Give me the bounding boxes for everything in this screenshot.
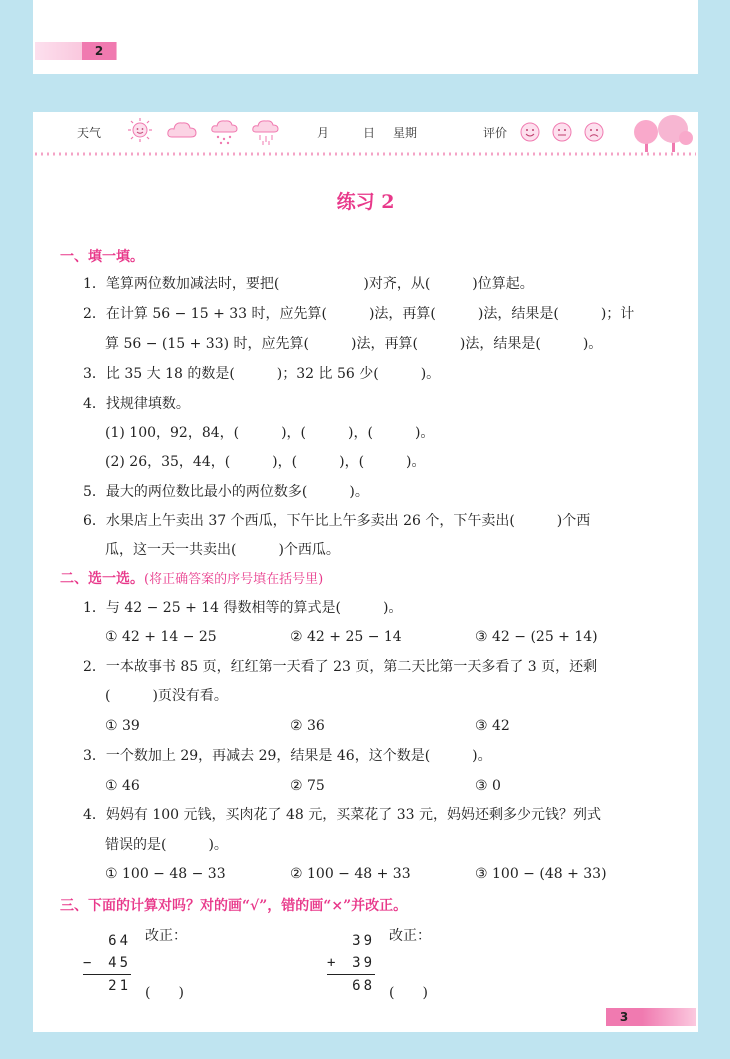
section3-heading: 三、下面的计算对吗？对的画“√”，错的画“×”并改正。 bbox=[60, 898, 408, 914]
week-label: 星期 bbox=[393, 126, 418, 140]
s1-question-6-line-1: 6．水果店上午卖出 37 个西瓜，下午比上午多卖出 26 个，下午卖出( )个西 bbox=[83, 513, 591, 529]
s1-question-2-line-1: 2．在计算 56 − 15 + 33 时，应先算( )法，再算( )法，结果是( )；计 bbox=[83, 306, 635, 322]
s1-question-3: 3．比 35 大 18 的数是( )；32 比 56 少( )。 bbox=[83, 366, 441, 382]
s2-q4-option-1: ① 100 − 48 − 33 bbox=[105, 866, 226, 882]
calc1-bottom: 45 bbox=[108, 955, 131, 971]
s2-question-2-line-2: ( )页没有看。 bbox=[105, 688, 228, 704]
section1-heading: 一、填一填。 bbox=[60, 249, 144, 265]
s2-q4-option-2: ② 100 − 48 + 33 bbox=[290, 866, 411, 882]
s2-q3-option-2: ② 75 bbox=[290, 778, 325, 794]
s1-question-4-part-1: (1) 100，92，84，( )，( )，( )。 bbox=[105, 425, 435, 441]
rain-icon bbox=[210, 117, 240, 147]
calc2-top: 39 bbox=[352, 933, 375, 949]
weather-label: 天气 bbox=[77, 126, 102, 140]
rating-label: 评价 bbox=[483, 126, 508, 140]
calc2-line bbox=[327, 974, 375, 975]
s1-question-4: 4．找规律填数。 bbox=[83, 396, 190, 412]
s1-question-5: 5．最大的两位数比最小的两位数多( )。 bbox=[83, 484, 369, 500]
smile-face-icon bbox=[519, 121, 541, 143]
calc1-top: 64 bbox=[108, 933, 131, 949]
s1-question-1: 1．笔算两位数加减法时，要把( )对齐，从( )位算起。 bbox=[83, 276, 534, 292]
sad-face-icon bbox=[583, 121, 605, 143]
month-label: 月 bbox=[317, 126, 330, 140]
s2-q1-option-1: ① 42 + 14 − 25 bbox=[105, 629, 217, 645]
calc2-operator: + bbox=[327, 955, 339, 971]
previous-page-bottom bbox=[33, 0, 698, 74]
s2-q1-option-3: ③ 42 − (25 + 14) bbox=[475, 629, 598, 645]
calc1-result: 21 bbox=[108, 978, 131, 994]
s2-question-4-line-1: 4．妈妈有 100 元钱，买肉花了 48 元，买菜花了 33 元，妈妈还剩多少元钱？列式 bbox=[83, 807, 601, 823]
s2-q2-option-2: ② 36 bbox=[290, 718, 325, 734]
s2-q3-option-1: ① 46 bbox=[105, 778, 140, 794]
s2-question-1: 1．与 42 − 25 + 14 得数相等的算式是( )。 bbox=[83, 600, 403, 616]
section2-note: (将正确答案的序号填在括号里) bbox=[144, 572, 324, 587]
snow-icon bbox=[251, 117, 281, 147]
section2-heading bbox=[60, 569, 323, 590]
page-number-bottom: 3 bbox=[619, 1010, 629, 1024]
s1-question-6-line-2: 瓜，这一天一共卖出( )个西瓜。 bbox=[105, 542, 340, 558]
day-label: 日 bbox=[363, 126, 376, 140]
calc1-correction-label: 改正： bbox=[145, 928, 187, 944]
page-title: 练习 2 bbox=[336, 191, 395, 213]
calc2-answer-paren: ( ) bbox=[389, 985, 428, 1001]
page-number-top: 2 bbox=[82, 42, 116, 60]
s2-question-4-line-2: 错误的是( )。 bbox=[105, 837, 228, 853]
s1-question-2-line-2: 算 56 − (15 + 33) 时，应先算( )法，再算( )法，结果是( )。 bbox=[105, 336, 603, 352]
neutral-face-icon bbox=[551, 121, 573, 143]
trees-decoration-icon bbox=[632, 114, 694, 154]
page-header bbox=[33, 112, 698, 156]
dotted-border bbox=[33, 150, 698, 158]
cloud-icon bbox=[166, 117, 198, 143]
calc2-correction-label: 改正： bbox=[389, 928, 431, 944]
calc1-answer-paren: ( ) bbox=[145, 985, 184, 1001]
calc1-operator: − bbox=[83, 955, 95, 971]
calc1-line bbox=[83, 974, 131, 975]
s1-question-4-part-2: (2) 26，35，44，( )，( )，( )。 bbox=[105, 454, 426, 470]
s2-question-2-line-1: 2．一本故事书 85 页，红红第一天看了 23 页，第二天比第一天多看了 3 页，还剩 bbox=[83, 659, 598, 675]
calc2-bottom: 39 bbox=[352, 955, 375, 971]
s2-q3-option-3: ③ 0 bbox=[475, 778, 501, 794]
sun-icon bbox=[127, 117, 153, 143]
worksheet-page bbox=[33, 112, 698, 1032]
s2-question-3: 3．一个数加上 29，再减去 29，结果是 46，这个数是( )。 bbox=[83, 748, 492, 764]
s2-q2-option-3: ③ 42 bbox=[475, 718, 510, 734]
section2-title: 二、选一选。 bbox=[60, 571, 144, 587]
s2-q4-option-3: ③ 100 − (48 + 33) bbox=[475, 866, 607, 882]
calc2-result: 68 bbox=[352, 978, 375, 994]
s2-q2-option-1: ① 39 bbox=[105, 718, 140, 734]
s2-q1-option-2: ② 42 + 25 − 14 bbox=[290, 629, 402, 645]
